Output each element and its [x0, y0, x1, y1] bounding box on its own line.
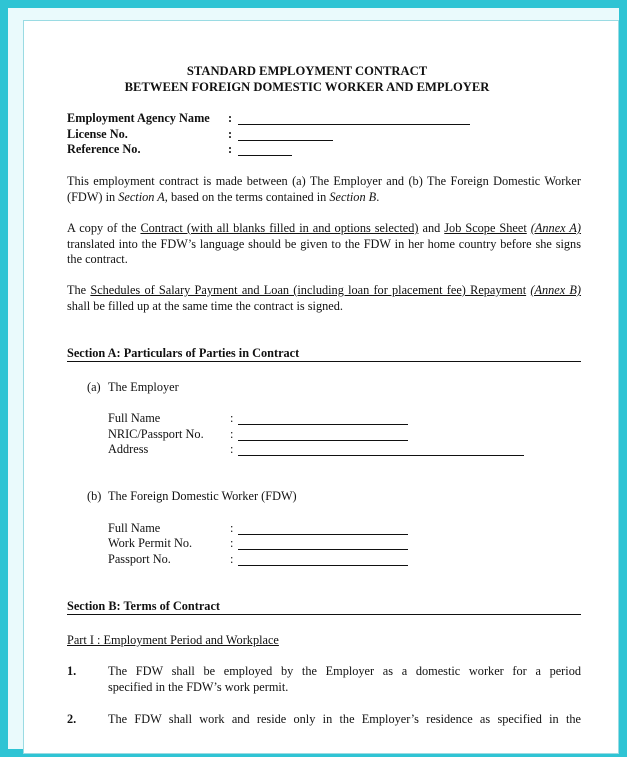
p1-section-b: Section B — [329, 189, 377, 204]
section-b-heading: Section B: Terms of Contract — [67, 599, 221, 613]
p2-contract-link: Contract (with all blanks filled in and options selected) — [140, 221, 419, 235]
license-label: License No. — [67, 127, 128, 141]
reference-colon: : — [228, 142, 233, 156]
document-title-line2: BETWEEN FOREIGN DOMESTIC WORKER AND EMPLOYER — [124, 80, 490, 94]
p3-annex-b: (Annex B) — [530, 283, 582, 297]
section-b-rule — [67, 614, 581, 615]
agency-name-colon: : — [228, 111, 233, 125]
fdw-fullname-label: Full Name — [108, 521, 161, 535]
intro-paragraph-3 — [67, 283, 581, 314]
p2-job-scope-link: Job Scope Sheet — [444, 221, 527, 235]
fdw-fullname-colon: : — [230, 521, 234, 535]
p2-text-a: A copy of the — [67, 221, 141, 235]
license-blank[interactable] — [238, 140, 333, 141]
fdw-workpermit-blank[interactable] — [238, 549, 408, 550]
employer-nric-label: NRIC/Passport No. — [108, 427, 204, 441]
employer-address-label: Address — [108, 442, 149, 456]
intro-paragraph-1 — [67, 174, 581, 205]
clause-1-line2: specified in the FDW’s work permit. — [108, 680, 289, 694]
p3-text-b: shall be filled up at the same time the contract is signed. — [67, 298, 343, 313]
fdw-marker: (b) — [87, 489, 102, 503]
employer-nric-colon: : — [230, 427, 234, 441]
clause-1-line1: The FDW shall be employed by the Employer as a domestic worker for a period — [108, 664, 581, 678]
document-title-line1: STANDARD EMPLOYMENT CONTRACT — [186, 64, 428, 78]
employer-heading: The Employer — [108, 380, 179, 394]
agency-name-blank[interactable] — [238, 124, 470, 125]
fdw-passport-blank[interactable] — [238, 565, 408, 566]
p3-schedules-link: Schedules of Salary Payment and Loan (including loan for placement fee) Repayment — [90, 283, 527, 297]
employer-marker: (a) — [87, 380, 101, 394]
employer-fullname-label: Full Name — [108, 411, 161, 425]
agency-name-label: Employment Agency Name — [67, 111, 210, 125]
document-page — [23, 20, 619, 754]
fdw-fullname-blank[interactable] — [238, 534, 408, 535]
clause-2-number: 2. — [67, 712, 77, 726]
p2-text-b: translated into the FDW’s language should be given to the FDW in her home country before she signs the contract. — [67, 236, 581, 266]
fdw-passport-colon: : — [230, 552, 234, 566]
p1-end: . — [376, 189, 380, 204]
employer-address-blank[interactable] — [238, 455, 524, 456]
employer-address-colon: : — [230, 442, 234, 456]
p1-section-a: Section A — [118, 189, 165, 204]
outer-frame — [8, 8, 619, 749]
section-a-heading: Section A: Particulars of Parties in Contract — [67, 346, 300, 360]
license-colon: : — [228, 127, 233, 141]
p1-text-b: , based on the terms contained in — [164, 189, 330, 204]
p2-annex-a: (Annex A) — [530, 221, 582, 235]
intro-paragraph-2 — [67, 221, 581, 268]
employer-fullname-colon: : — [230, 411, 234, 425]
fdw-heading: The Foreign Domestic Worker (FDW) — [108, 489, 297, 503]
employer-fullname-blank[interactable] — [238, 424, 408, 425]
clause-1-number: 1. — [67, 664, 77, 678]
employer-nric-blank[interactable] — [238, 440, 408, 441]
fdw-workpermit-label: Work Permit No. — [108, 536, 193, 550]
reference-blank[interactable] — [238, 155, 292, 156]
reference-label: Reference No. — [67, 142, 141, 156]
section-a-rule — [67, 361, 581, 362]
part-one-heading: Part I : Employment Period and Workplace — [67, 633, 279, 647]
fdw-passport-label: Passport No. — [108, 552, 171, 566]
clause-2-line1: The FDW shall work and reside only in the Employer’s residence as specified in the — [108, 712, 581, 726]
p3-text-a: The — [67, 283, 91, 297]
fdw-workpermit-colon: : — [230, 536, 234, 550]
p2-and: and — [418, 221, 445, 235]
p1-text-a: This employment contract is made between (a) The Employer and (b) The Foreign Domestic Worker (FDW) in — [67, 174, 581, 204]
